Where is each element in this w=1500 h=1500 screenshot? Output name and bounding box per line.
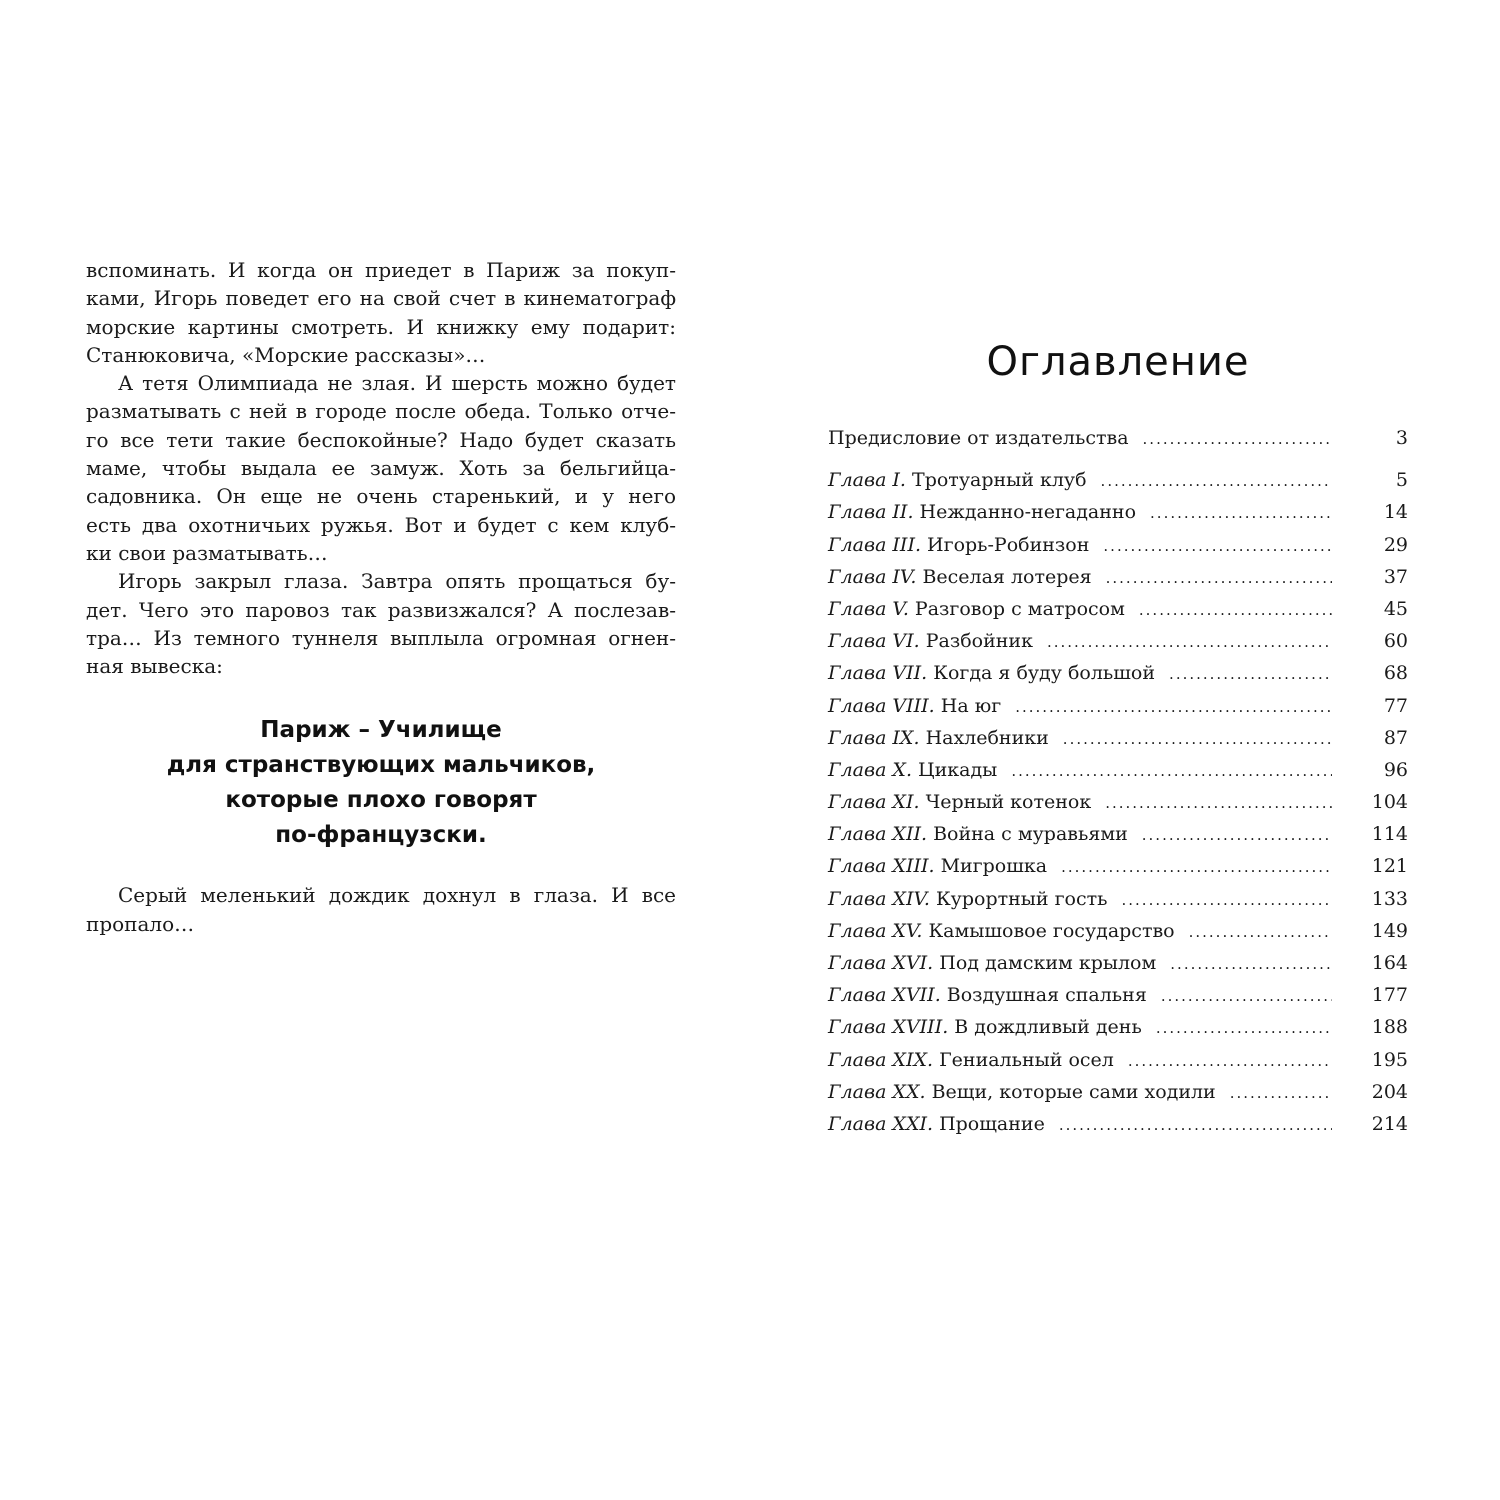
toc-entry-title xyxy=(828,1044,1114,1076)
text-line: есть два охотничьих ружья. Вот и будет с кем клуб- xyxy=(86,512,676,537)
toc-leader-dots xyxy=(1015,691,1332,723)
text-line: А тетя Олимпиада не злая. И шерсть можно будет xyxy=(118,371,676,396)
toc-entry[interactable] xyxy=(828,657,1408,689)
toc-chapter-number: Глава XII. xyxy=(828,823,928,846)
toc-page-number: 114 xyxy=(1371,823,1408,846)
toc-chapter-title: Нежданно-негаданно xyxy=(919,501,1137,524)
toc-chapter-number: Глава XXI. xyxy=(828,1112,934,1135)
closing-text xyxy=(86,881,676,938)
sign-line: для странствующих мальчиков, xyxy=(166,752,596,779)
toc-entry-title xyxy=(828,1011,1142,1043)
toc-entry-title xyxy=(828,529,1089,561)
left-page xyxy=(86,256,676,938)
paris-sign xyxy=(86,713,676,853)
toc-leader-dots xyxy=(1059,1109,1332,1141)
toc-entry[interactable] xyxy=(828,593,1408,625)
text-line: тра… Из темного туннеля выплыла огромная огнен- xyxy=(86,625,676,650)
text-line: садовника. Он еще не очень старенький, и у него xyxy=(86,484,676,509)
toc-leader-dots xyxy=(1143,423,1332,455)
toc-entry[interactable] xyxy=(828,979,1408,1011)
toc-entry[interactable] xyxy=(828,1076,1408,1108)
toc-chapter-number: Глава I. xyxy=(828,469,906,492)
toc-page-number: 164 xyxy=(1371,952,1408,974)
toc-entry[interactable] xyxy=(828,883,1408,915)
toc-chapter-number: Глава XVI. xyxy=(828,952,934,974)
toc-leader-dots xyxy=(1011,755,1332,787)
toc-entry-title xyxy=(828,657,1155,689)
text-line: морские картины смотреть. И книжку ему подарит: xyxy=(86,314,676,339)
toc-entry-title xyxy=(828,818,1128,850)
toc-entry[interactable] xyxy=(828,1044,1408,1076)
toc-entry[interactable] xyxy=(828,850,1408,882)
toc-chapter-title: На юг xyxy=(940,694,1002,717)
toc-leader-dots xyxy=(1156,1012,1332,1044)
toc-page-number: 104 xyxy=(1371,791,1408,814)
toc-chapter-number: Глава VIII. xyxy=(828,694,935,717)
toc-entry[interactable] xyxy=(828,464,1408,496)
toc-entry[interactable] xyxy=(828,915,1408,947)
toc-entry-title xyxy=(828,1108,1045,1140)
toc-chapter-number: Глава XVIII. xyxy=(828,1016,949,1039)
toc-entry-title xyxy=(828,850,1047,882)
toc-chapter-number: Глава XIX. xyxy=(828,1048,934,1071)
toc-chapter-title: Прощание xyxy=(939,1112,1045,1135)
toc-page-number: 60 xyxy=(1383,630,1408,653)
toc-page-number: 204 xyxy=(1371,1080,1408,1103)
toc-leader-dots xyxy=(1150,497,1332,529)
toc-chapter-number: Глава II. xyxy=(828,501,914,524)
toc-chapter-title: Веселая лотерея xyxy=(922,565,1092,588)
toc-chapter-number: Глава IX. xyxy=(828,726,920,749)
toc-entry[interactable] xyxy=(828,818,1408,850)
toc-page-number: 14 xyxy=(1383,501,1408,524)
toc-leader-dots xyxy=(1128,1045,1332,1077)
toc-chapter-number: Глава X. xyxy=(828,758,912,781)
toc-chapter-number: Глава XVII. xyxy=(828,984,941,1007)
toc-chapter-number: Глава XI. xyxy=(828,791,920,814)
toc-entry-title xyxy=(828,786,1091,818)
toc-page-number: 96 xyxy=(1383,758,1408,781)
toc-chapter-title: Под дамским крылом xyxy=(939,952,1157,974)
toc-chapter-number: Глава VII. xyxy=(828,662,928,685)
toc-chapter-number: Глава IV. xyxy=(828,565,917,588)
toc-entry[interactable] xyxy=(828,496,1408,528)
sign-line: которые плохо говорят xyxy=(225,787,537,814)
toc-leader-dots xyxy=(1139,594,1332,626)
toc-leader-dots xyxy=(1063,723,1332,755)
toc-chapter-number: Глава XV. xyxy=(828,919,923,942)
text-line: пропало… xyxy=(86,911,195,936)
toc-page-number: 77 xyxy=(1383,694,1408,717)
toc-leader-dots xyxy=(1103,530,1332,562)
toc-chapter-number: Глава V. xyxy=(828,597,909,620)
toc-entry-title xyxy=(828,561,1092,593)
toc-entry-title xyxy=(828,979,1147,1011)
toc-entry[interactable] xyxy=(828,561,1408,593)
toc-page-number: 29 xyxy=(1383,533,1408,556)
toc-chapter-number: Глава VI. xyxy=(828,630,920,653)
toc-title: Оглавление xyxy=(986,339,1250,385)
toc-page-number: 121 xyxy=(1371,855,1408,878)
toc-list xyxy=(828,422,1408,1140)
text-line: Серый меленький дождик дохнул в глаза. И все xyxy=(118,883,676,908)
toc-leader-dots xyxy=(1170,948,1332,980)
toc-entry-title xyxy=(828,625,1033,657)
toc-page-number: 3 xyxy=(1395,427,1408,449)
toc-entry-title xyxy=(828,1076,1216,1108)
toc-entry-title xyxy=(828,915,1175,947)
toc-chapter-title: Война с муравьями xyxy=(933,823,1128,846)
toc-leader-dots xyxy=(1106,562,1332,594)
toc-leader-dots xyxy=(1169,658,1332,690)
toc-entry-title xyxy=(828,496,1136,528)
toc-entry-preface[interactable] xyxy=(828,422,1408,454)
toc-chapter-title: Черный котенок xyxy=(925,791,1092,814)
text-line: вспоминать. И когда он приедет в Париж за покуп- xyxy=(86,258,676,282)
toc-entry[interactable] xyxy=(828,947,1408,979)
toc-page-number: 37 xyxy=(1383,565,1408,588)
text-line: дет. Чего это паровоз так развизжался? А послезав- xyxy=(86,597,676,622)
toc-entry[interactable] xyxy=(828,690,1408,722)
toc-chapter-title: Камышовое государство xyxy=(928,919,1175,942)
sign-line: Париж – Училище xyxy=(260,717,502,744)
text-line: маме, чтобы выдала ее замуж. Хоть за бельгийца- xyxy=(86,456,676,481)
toc-leader-dots xyxy=(1061,851,1332,883)
toc-chapter-number: Глава III. xyxy=(828,533,921,556)
toc-entry[interactable] xyxy=(828,1011,1408,1043)
toc-chapter-title: Гениальный осел xyxy=(939,1048,1114,1071)
toc-chapter-number: Глава XX. xyxy=(828,1080,926,1103)
toc-page-number: 68 xyxy=(1383,662,1408,685)
toc-entry-title xyxy=(828,464,1087,496)
toc-leader-dots xyxy=(1189,916,1332,948)
body-text xyxy=(86,256,676,680)
toc-leader-dots xyxy=(1230,1077,1332,1109)
toc-chapters xyxy=(828,464,1408,1140)
toc-leader-dots xyxy=(1101,465,1332,497)
toc-page-number: 195 xyxy=(1371,1048,1408,1071)
toc-chapter-number: Глава XIII. xyxy=(828,855,935,878)
toc-chapter-title: Цикады xyxy=(918,758,998,781)
right-page xyxy=(828,340,1408,1140)
toc-page-number: 5 xyxy=(1395,469,1408,492)
toc-chapter-title: Игорь-Робинзон xyxy=(927,533,1090,556)
toc-chapter-title: Разговор с матросом xyxy=(914,597,1125,620)
toc-chapter-number: Глава XIV. xyxy=(828,887,930,910)
toc-chapter-title: Воздушная спальня xyxy=(946,984,1147,1007)
toc-leader-dots xyxy=(1122,884,1333,916)
toc-entry-title: Предисловие от издательства xyxy=(828,427,1129,449)
toc-leader-dots xyxy=(1047,626,1332,658)
toc-entry[interactable] xyxy=(828,625,1408,657)
toc-chapter-title: Разбойник xyxy=(925,630,1033,653)
toc-chapter-title: Мигрошка xyxy=(940,855,1048,878)
text-line: разматывать с ней в городе после обеда. Только отче- xyxy=(86,399,676,424)
text-line: Игорь закрыл глаза. Завтра опять прощаться бу- xyxy=(118,569,676,594)
toc-entry[interactable] xyxy=(828,1108,1408,1140)
toc-page-number: 214 xyxy=(1371,1112,1408,1135)
toc-entry-title xyxy=(828,883,1108,915)
toc-entry-title xyxy=(828,722,1049,754)
toc-entry-title xyxy=(828,947,1156,979)
text-line: ная вывеска: xyxy=(86,654,223,679)
toc-page-number: 188 xyxy=(1371,1016,1408,1039)
toc-page-number: 133 xyxy=(1371,887,1408,910)
toc-page-number: 177 xyxy=(1371,984,1408,1007)
toc-chapter-title: Нахлебники xyxy=(925,726,1049,749)
toc-chapter-title: Курортный гость xyxy=(935,887,1108,910)
toc-entry[interactable] xyxy=(828,786,1408,818)
toc-leader-dots xyxy=(1142,819,1332,851)
toc-entry-title xyxy=(828,593,1125,625)
toc-leader-dots xyxy=(1105,787,1332,819)
toc-chapter-title: Тротуарный клуб xyxy=(912,469,1087,492)
toc-entry[interactable] xyxy=(828,722,1408,754)
toc-entry[interactable] xyxy=(828,754,1408,786)
toc-entry-title xyxy=(828,690,1001,722)
toc-chapter-title: Когда я буду большой xyxy=(933,662,1156,685)
toc-entry-title xyxy=(828,754,997,786)
toc-page-number: 87 xyxy=(1383,726,1408,749)
text-line: го все тети такие беспокойные? Надо будет сказать xyxy=(86,427,676,452)
toc-chapter-title: В дождливый день xyxy=(954,1016,1142,1039)
sign-line: по-французски. xyxy=(275,822,487,849)
toc-entry[interactable] xyxy=(828,529,1408,561)
toc-page-number: 45 xyxy=(1383,597,1408,620)
text-line: Станюковича, «Морские рассказы»… xyxy=(86,342,486,367)
toc-chapter-title: Вещи, которые сами ходили xyxy=(931,1080,1216,1103)
toc-page-number: 149 xyxy=(1371,919,1408,942)
toc-leader-dots xyxy=(1161,980,1332,1012)
text-line: ки свои разматывать… xyxy=(86,540,328,565)
text-line: ками, Игорь поведет его на свой счет в кинематограф xyxy=(86,286,676,311)
